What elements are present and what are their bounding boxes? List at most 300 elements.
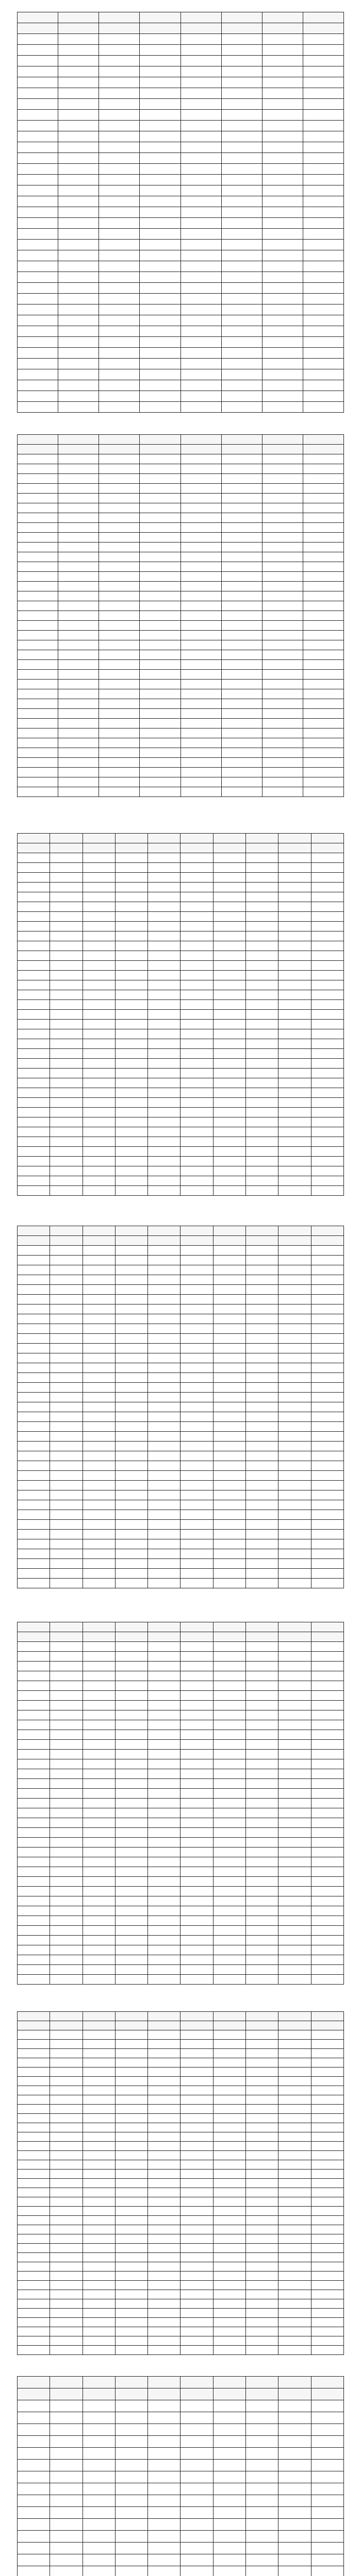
value-cell [180, 2436, 213, 2448]
value-cell [83, 2290, 115, 2299]
value-cell [180, 787, 221, 797]
value-cell [246, 1530, 278, 1539]
header-cell [246, 1622, 278, 1632]
value-cell [311, 961, 343, 971]
value-cell [83, 2040, 115, 2049]
table-row [18, 2067, 344, 2077]
value-cell [148, 2281, 180, 2290]
value-cell [311, 1078, 343, 1088]
table-row [18, 315, 344, 326]
city-cell [18, 1896, 50, 1906]
header-cell [140, 12, 180, 23]
value-cell [83, 2424, 115, 2436]
value-cell [148, 892, 180, 902]
value-cell [213, 1275, 245, 1285]
value-cell [278, 1799, 311, 1808]
value-cell [213, 1246, 245, 1256]
value-cell [180, 1353, 213, 1363]
value-cell [115, 2040, 147, 2049]
value-cell [50, 1049, 83, 1059]
value-cell [115, 1559, 147, 1569]
table-row [18, 1157, 344, 1166]
value-cell [278, 1671, 311, 1681]
table-row [18, 543, 344, 552]
value-cell [83, 1887, 115, 1896]
value-cell [148, 2424, 180, 2436]
value-cell [246, 1539, 278, 1549]
header-cell [83, 2012, 115, 2021]
value-cell [311, 1039, 343, 1049]
value-cell [246, 2531, 278, 2543]
value-cell [115, 2253, 147, 2262]
city-cell [18, 941, 50, 951]
header-cell [311, 2388, 343, 2400]
city-cell [18, 523, 58, 533]
value-cell [278, 1442, 311, 1451]
city-cell [18, 1740, 50, 1750]
value-cell [83, 1127, 115, 1137]
city-cell [18, 1393, 50, 1402]
value-cell [83, 1701, 115, 1710]
value-cell [115, 1877, 147, 1887]
value-cell [246, 1691, 278, 1701]
value-cell [148, 2095, 180, 2105]
city-cell [18, 2067, 50, 2077]
value-cell [246, 2543, 278, 2554]
value-cell [246, 1078, 278, 1088]
header-cell [83, 2388, 115, 2400]
value-cell [221, 503, 262, 513]
value-cell [180, 1186, 213, 1196]
value-cell [83, 1295, 115, 1304]
city-cell [18, 337, 58, 348]
value-cell [83, 1285, 115, 1295]
table-row [18, 768, 344, 777]
value-cell [148, 1642, 180, 1652]
table-row [18, 1500, 344, 1510]
value-cell [83, 1520, 115, 1530]
value-cell [213, 1265, 245, 1275]
value-cell [180, 1471, 213, 1481]
value-cell [58, 272, 99, 283]
value-cell [50, 1029, 83, 1039]
value-cell [246, 2067, 278, 2077]
value-cell [278, 1412, 311, 1422]
value-cell [58, 283, 99, 294]
value-cell [262, 402, 303, 413]
value-cell [311, 1285, 343, 1295]
value-cell [213, 1402, 245, 1412]
table-row [18, 523, 344, 533]
header-cell [278, 2377, 311, 2388]
value-cell [180, 562, 221, 572]
value-cell [83, 1906, 115, 1916]
value-cell [311, 1691, 343, 1701]
value-cell [180, 980, 213, 990]
value-cell [213, 2207, 245, 2216]
value-cell [148, 1652, 180, 1662]
value-cell [148, 1246, 180, 1256]
value-cell [246, 1373, 278, 1383]
value-cell [311, 1166, 343, 1176]
value-cell [50, 1324, 83, 1334]
city-cell [18, 1383, 50, 1393]
city-cell [18, 218, 58, 229]
value-cell [180, 2244, 213, 2253]
city-cell [18, 2519, 50, 2531]
value-cell [148, 1176, 180, 1186]
value-cell [213, 1926, 245, 1936]
value-cell [148, 2336, 180, 2346]
value-cell [311, 1838, 343, 1848]
value-cell [148, 1481, 180, 1490]
value-cell [213, 1759, 245, 1769]
value-cell [311, 2105, 343, 2114]
value-cell [83, 1383, 115, 1393]
value-cell [278, 2346, 311, 2355]
value-cell [115, 1246, 147, 1256]
value-cell [303, 88, 343, 99]
value-cell [180, 611, 221, 621]
value-cell [58, 611, 99, 621]
value-cell [115, 1896, 147, 1906]
value-cell [148, 1157, 180, 1166]
header-cell [83, 2021, 115, 2030]
city-cell [18, 853, 50, 863]
table-row [18, 513, 344, 523]
header-cell [148, 2012, 180, 2021]
table-row [18, 1730, 344, 1740]
city-cell [18, 892, 50, 902]
header-cell [115, 1632, 147, 1642]
value-cell [99, 207, 140, 218]
value-cell [180, 503, 221, 513]
value-cell [58, 326, 99, 337]
value-cell [115, 1471, 147, 1481]
value-cell [148, 1304, 180, 1314]
header-cell [83, 843, 115, 853]
table-row [18, 787, 344, 797]
city-cell [18, 207, 58, 218]
price-table-7 [17, 2376, 344, 2576]
table-row [18, 1373, 344, 1383]
value-cell [180, 552, 221, 562]
value-cell [246, 2188, 278, 2197]
value-cell [213, 2234, 245, 2244]
table-row [18, 748, 344, 758]
header-cell [140, 435, 180, 445]
value-cell [115, 1710, 147, 1720]
value-cell [180, 207, 221, 218]
value-cell [83, 1799, 115, 1808]
table-row [18, 2519, 344, 2531]
value-cell [213, 2216, 245, 2225]
value-cell [148, 2483, 180, 2495]
value-cell [246, 1662, 278, 1671]
value-cell [140, 250, 180, 261]
value-cell [148, 2566, 180, 2576]
header-cell [221, 12, 262, 23]
value-cell [278, 2234, 311, 2244]
value-cell [148, 1936, 180, 1945]
value-cell [311, 1975, 343, 1985]
city-cell [18, 660, 58, 670]
value-cell [115, 2030, 147, 2040]
value-cell [115, 2114, 147, 2123]
header-cell [50, 1236, 83, 1246]
value-cell [213, 1020, 245, 1029]
table-row [18, 484, 344, 494]
value-cell [50, 2272, 83, 2281]
city-cell [18, 2272, 50, 2281]
table-row [18, 1295, 344, 1304]
value-cell [58, 250, 99, 261]
value-cell [180, 2049, 213, 2058]
value-cell [148, 1569, 180, 1579]
value-cell [246, 1965, 278, 1975]
value-cell [213, 2471, 245, 2483]
city-cell [18, 1877, 50, 1887]
value-cell [246, 1789, 278, 1799]
value-cell [180, 1652, 213, 1662]
header-cell [148, 2021, 180, 2030]
value-cell [50, 1373, 83, 1383]
value-cell [50, 2460, 83, 2471]
value-cell [83, 2346, 115, 2355]
value-cell [148, 2412, 180, 2424]
value-cell [278, 2318, 311, 2327]
table-header-row [18, 2012, 344, 2021]
value-cell [311, 2400, 343, 2412]
value-cell [180, 1759, 213, 1769]
value-cell [140, 99, 180, 110]
table-row [18, 1652, 344, 1662]
value-cell [83, 873, 115, 883]
header-cell [180, 834, 213, 843]
table-caption [17, 418, 344, 434]
value-cell [303, 272, 343, 283]
value-cell [115, 2123, 147, 2132]
value-cell [303, 640, 343, 650]
value-cell [115, 2105, 147, 2114]
header-cell [83, 1236, 115, 1246]
value-cell [221, 66, 262, 77]
value-cell [148, 1393, 180, 1402]
value-cell [180, 1039, 213, 1049]
value-cell [58, 640, 99, 650]
header-cell [148, 2388, 180, 2400]
city-cell [18, 229, 58, 240]
value-cell [213, 853, 245, 863]
value-cell [303, 699, 343, 709]
value-cell [115, 1049, 147, 1059]
header-cell [99, 12, 140, 23]
city-cell [18, 2170, 50, 2179]
value-cell [303, 164, 343, 175]
value-cell [180, 1530, 213, 1539]
value-cell [83, 1549, 115, 1559]
value-cell [115, 2400, 147, 2412]
value-cell [148, 1373, 180, 1383]
value-cell [303, 728, 343, 738]
value-cell [213, 2281, 245, 2290]
value-cell [180, 2216, 213, 2225]
value-cell [58, 56, 99, 66]
value-cell [262, 283, 303, 294]
value-cell [115, 1166, 147, 1176]
table-row [18, 1750, 344, 1759]
value-cell [180, 250, 221, 261]
value-cell [311, 1451, 343, 1461]
table-row [18, 1039, 344, 1049]
value-cell [213, 2151, 245, 2160]
value-cell [180, 474, 221, 484]
value-cell [311, 1681, 343, 1691]
value-cell [83, 2114, 115, 2123]
value-cell [180, 1324, 213, 1334]
value-cell [148, 1059, 180, 1069]
value-cell [213, 2049, 245, 2058]
value-cell [83, 1916, 115, 1926]
table-row [18, 1285, 344, 1295]
value-cell [246, 1000, 278, 1010]
header-cell [180, 2012, 213, 2021]
table-row [18, 1828, 344, 1838]
value-cell [303, 611, 343, 621]
table-row [18, 562, 344, 572]
table-row [18, 1344, 344, 1353]
value-cell [180, 1740, 213, 1750]
value-cell [221, 660, 262, 670]
value-cell [83, 2234, 115, 2244]
value-cell [303, 572, 343, 582]
table-row [18, 1402, 344, 1412]
city-cell [18, 1936, 50, 1945]
city-cell [18, 261, 58, 272]
table-row [18, 853, 344, 863]
table-row [18, 2095, 344, 2105]
value-cell [148, 2207, 180, 2216]
value-cell [115, 2049, 147, 2058]
value-cell [99, 164, 140, 175]
header-cell [303, 445, 343, 454]
table-row [18, 1549, 344, 1559]
value-cell [303, 402, 343, 413]
value-cell [58, 218, 99, 229]
value-cell [140, 207, 180, 218]
value-cell [180, 1432, 213, 1442]
value-cell [148, 1530, 180, 1539]
header-cell [18, 23, 58, 34]
value-cell [278, 1500, 311, 1510]
value-cell [83, 1000, 115, 1010]
value-cell [180, 99, 221, 110]
header-cell [262, 435, 303, 445]
value-cell [246, 1176, 278, 1186]
value-cell [148, 2234, 180, 2244]
value-cell [246, 1867, 278, 1877]
table-row [18, 1642, 344, 1652]
value-cell [278, 2170, 311, 2179]
value-cell [213, 1108, 245, 1117]
value-cell [115, 951, 147, 961]
value-cell [311, 1818, 343, 1828]
value-cell [148, 883, 180, 892]
value-cell [303, 787, 343, 797]
value-cell [99, 34, 140, 45]
value-cell [180, 121, 221, 131]
header-cell [311, 2377, 343, 2388]
city-cell [18, 1412, 50, 1422]
table-row [18, 294, 344, 304]
value-cell [180, 294, 221, 304]
value-cell [50, 1412, 83, 1422]
value-cell [278, 2531, 311, 2543]
value-cell [180, 315, 221, 326]
table-row [18, 990, 344, 1000]
value-cell [278, 1691, 311, 1701]
value-cell [50, 1098, 83, 1108]
value-cell [213, 1710, 245, 1720]
value-cell [148, 1285, 180, 1295]
table-row [18, 2216, 344, 2225]
value-cell [278, 2262, 311, 2272]
value-cell [262, 552, 303, 562]
table-row [18, 380, 344, 391]
city-cell [18, 66, 58, 77]
table-row [18, 1176, 344, 1186]
value-cell [311, 902, 343, 912]
value-cell [278, 2067, 311, 2077]
value-cell [311, 1442, 343, 1451]
city-cell [18, 902, 50, 912]
header-cell [18, 1226, 50, 1236]
value-cell [180, 2400, 213, 2412]
value-cell [115, 2225, 147, 2234]
value-cell [115, 2507, 147, 2519]
value-cell [303, 601, 343, 611]
city-cell [18, 2424, 50, 2436]
value-cell [311, 1539, 343, 1549]
value-cell [115, 1510, 147, 1520]
value-cell [140, 513, 180, 523]
value-cell [278, 2207, 311, 2216]
value-cell [115, 1579, 147, 1588]
value-cell [221, 250, 262, 261]
city-cell [18, 131, 58, 142]
value-cell [311, 1750, 343, 1759]
value-cell [83, 2318, 115, 2327]
header-cell [115, 1622, 147, 1632]
value-cell [58, 337, 99, 348]
value-cell [50, 2049, 83, 2058]
value-cell [278, 892, 311, 902]
city-cell [18, 1049, 50, 1059]
value-cell [246, 873, 278, 883]
value-cell [148, 1500, 180, 1510]
value-cell [83, 1059, 115, 1069]
value-cell [99, 99, 140, 110]
value-cell [311, 1759, 343, 1769]
table-row [18, 2309, 344, 2318]
value-cell [311, 1108, 343, 1117]
value-cell [213, 2327, 245, 2336]
value-cell [246, 1324, 278, 1334]
value-cell [246, 1945, 278, 1955]
value-cell [278, 1393, 311, 1402]
value-cell [50, 2299, 83, 2309]
table-row [18, 218, 344, 229]
